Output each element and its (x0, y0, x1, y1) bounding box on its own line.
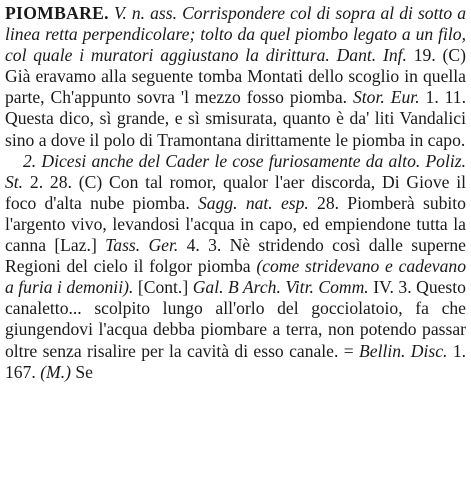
citation-text: Nè stridendo così dalle superne Regioni del cielo il folgor piomba (5, 235, 466, 277)
headword: PIOMBARE. (5, 3, 109, 23)
editorial-note: (come stridevano e cadevano a furia i demonii). (5, 256, 466, 298)
citation-text: Se (75, 361, 93, 382)
citation-ref: 4. 3. (186, 235, 222, 256)
citation-ref: IV. 3. (373, 277, 412, 298)
citation-ref: 1. 167. (5, 340, 467, 382)
citation-source: Dant. Inf. (336, 45, 407, 66)
sense-2 (5, 151, 466, 383)
definition: Corrispondere col di sopra al di sotto a linea retta perpendicolare; tolto da quel piombo legato a un filo, col quale i muratori aggiustano la dirittura. (5, 3, 467, 66)
sense-1 (5, 3, 466, 151)
citation-ref: 19. (C) (413, 45, 466, 66)
citation-text: Questo canaletto... scolpito lungo all'orlo del gocciolatoio, fa che giungendovi l'acqua debba piombare a terra, non potendo passar oltre senza risalire per la cavità di esso canale. = (5, 277, 466, 361)
dictionary-entry (5, 3, 466, 383)
sense-number: 2. (23, 150, 37, 171)
citation-tag: [Laz.] (54, 235, 97, 256)
citation-source: Stor. Eur. (352, 87, 420, 108)
citation-source: Poliz. St. (5, 150, 467, 192)
citation-text: Già eravamo alla seguente tomba Montati dello scoglio in quella parte, Ch'appunto sovra 'l mezzo fosso piomba. (5, 66, 466, 108)
citation-ref: 28. (317, 192, 340, 213)
citation-text: Con tal romor, qualor l'aer discorda, Di Giove il foco d'alta nube piomba. (5, 171, 467, 213)
citation-source: Sagg. nat. esp. (197, 192, 309, 213)
citation-source: Tass. Ger. (105, 235, 179, 256)
citation-text: Piomberà subito l'argento vivo, levandosi l'acqua in capo, ed empiendone tutta la canna (5, 192, 466, 256)
citation-source: Bellin. Disc. (359, 340, 448, 361)
citation-ref: 1. 11. (425, 87, 466, 108)
citation-text: Questa dico, sì grande, e sì smisurata, quanto è da' liti Vandalici sino a dove il polo di Tramontana dirittamente le piomba in capo. (5, 108, 466, 150)
definition: Dicesi anche del Cader le cose furiosamente da alto. (41, 150, 421, 171)
citation-source: Gal. B Arch. Vitr. Comm. (192, 277, 369, 298)
citation-tag: (M.) (40, 361, 71, 382)
citation-tag: [Cont.] (137, 277, 189, 298)
grammar-label: V. n. ass. (113, 3, 177, 23)
citation-ref: 2. 28. (C) (29, 171, 103, 192)
